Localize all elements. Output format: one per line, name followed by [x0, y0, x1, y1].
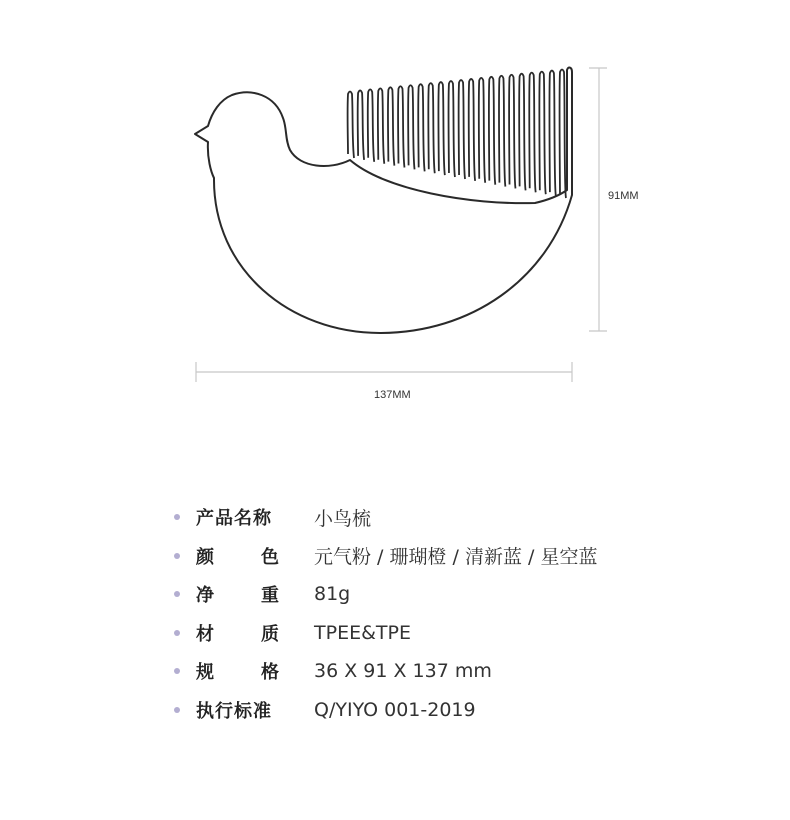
comb-tooth: [428, 83, 434, 173]
height-dimension-label: 91MM: [608, 190, 639, 202]
spec-value: TPEE&TPE: [314, 621, 411, 644]
bullet-dot: [174, 553, 180, 559]
comb-tooth: [388, 87, 394, 165]
spec-label: 规 格: [196, 662, 280, 684]
comb-tooth: [378, 88, 384, 163]
comb-tooth: [418, 84, 424, 171]
width-dimension-line: [196, 362, 572, 382]
spec-value: 81g: [314, 583, 351, 606]
comb-tooth: [368, 89, 374, 161]
spec-label: 材 质: [196, 623, 280, 645]
spec-row-standard: [174, 691, 597, 730]
spec-row-material: [174, 614, 597, 653]
bullet-dot: [174, 707, 180, 713]
spec-row-size: [174, 652, 597, 691]
bullet-dot: [174, 668, 180, 674]
comb-tooth: [539, 72, 545, 195]
spec-value: 元气粉 / 珊瑚橙 / 清新蓝 / 星空蓝: [314, 546, 598, 569]
spec-label: 颜 色: [196, 546, 280, 568]
spec-label: 净 重: [196, 585, 280, 607]
comb-tooth: [408, 85, 414, 169]
width-dimension-label: 137MM: [374, 389, 411, 401]
spec-label: 产品名称: [196, 508, 272, 530]
comb-tooth: [499, 76, 505, 187]
spec-label: 执行标准: [196, 700, 272, 722]
spec-row-product-name: [174, 498, 597, 537]
comb-tooth: [519, 74, 525, 191]
spec-row-net-weight: [174, 575, 597, 614]
bullet-dot: [174, 591, 180, 597]
comb-tooth: [398, 86, 404, 167]
bullet-dot: [174, 514, 180, 520]
comb-tooth: [438, 82, 444, 175]
comb-tooth: [479, 78, 485, 183]
comb-tooth: [459, 80, 465, 179]
spec-value: 小鸟梳: [314, 507, 372, 530]
product-spec-list: [174, 498, 597, 729]
comb-tooth: [529, 73, 535, 193]
spec-value: Q/YIYO 001-2019: [314, 698, 476, 721]
comb-tooth: [348, 92, 354, 159]
spec-row-color: [174, 537, 597, 576]
comb-tooth: [489, 77, 495, 185]
height-dimension-line: [589, 68, 607, 331]
comb-tooth: [549, 71, 555, 197]
comb-tooth: [469, 79, 475, 181]
spec-value: 36 X 91 X 137 mm: [314, 660, 492, 683]
comb-tooth: [449, 81, 455, 177]
comb-tooth: [509, 75, 515, 189]
comb-tooth: [358, 90, 364, 159]
bullet-dot: [174, 630, 180, 636]
comb-tooth: [560, 70, 566, 199]
